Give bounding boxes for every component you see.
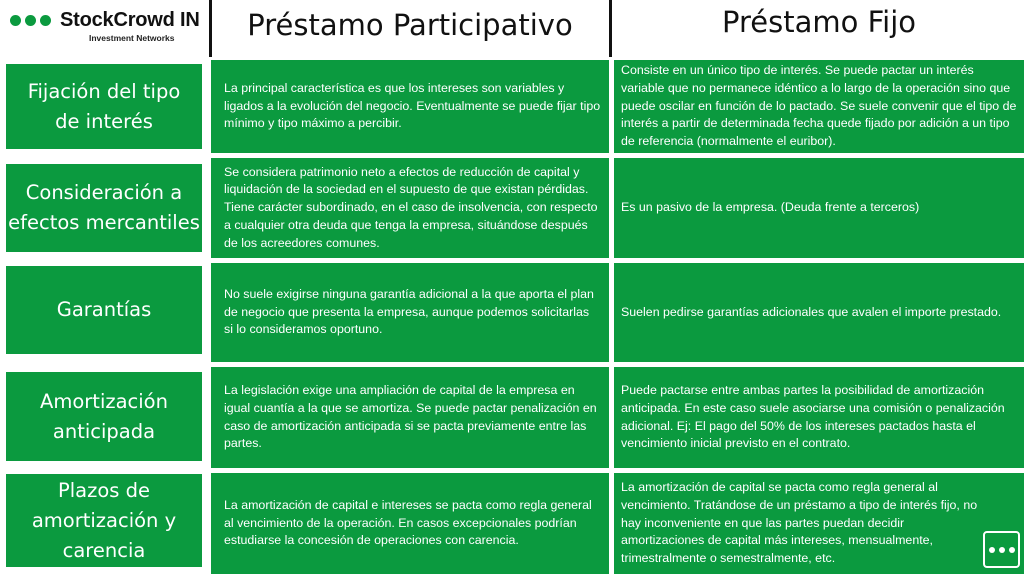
row-label-line: Plazos de xyxy=(57,478,151,502)
row-label-line: amortización y xyxy=(31,508,177,532)
row-label xyxy=(4,264,204,356)
row-label-line: Fijación del tipo xyxy=(27,79,181,103)
brand-name: StockCrowd IN xyxy=(60,9,200,31)
row-label-line: carencia xyxy=(62,538,146,562)
row-label-line: efectos mercantiles xyxy=(8,211,200,234)
more-dots-icon xyxy=(999,547,1005,553)
row-label xyxy=(4,472,204,569)
header-divider xyxy=(609,0,612,57)
row-label-line: Garantías xyxy=(56,298,152,321)
more-options-button[interactable] xyxy=(983,531,1020,568)
cell-participativo: No suele exigirse ninguna garantía adicional a la que aporta el plan de negocio que presenta la empresa, aunque podemos solicitarlas si lo consideramos oportuno. xyxy=(211,263,609,362)
row-label xyxy=(4,370,204,463)
cell-participativo: La amortización de capital e intereses se pacta como regla general al vencimiento de la operación. En casos excepcionales podrían estudiarse la concesión de operaciones con carencia. xyxy=(211,473,609,574)
logo-dots-icon xyxy=(10,15,51,26)
column-header-participativo: Préstamo Participativo xyxy=(247,8,573,42)
cell-participativo: La principal característica es que los intereses son variables y ligados a la evolución del negocio. Eventualmente se puede fijar tipo mínimo y tipo máximo a percibir. xyxy=(211,60,609,153)
more-dots-icon xyxy=(1009,547,1015,553)
row-label-line: anticipada xyxy=(52,419,156,443)
row-label-line: Consideración a xyxy=(25,181,183,204)
row-label-line: de interés xyxy=(55,109,153,133)
row-label-line: Amortización xyxy=(40,389,168,413)
column-header-fijo: Préstamo Fijo xyxy=(722,5,916,39)
row-label xyxy=(4,62,204,151)
cell-fijo: Consiste en un único tipo de interés. Se puede pactar un interés variable que no permanece idéntico a lo largo de la operación sino que puede oscilar en función de lo pactado. Se suele convenir que el tipo de interés a partir de determinada fecha quede fijado por adición a un tipo de referencia (normalmente el euribor). xyxy=(614,60,1024,153)
row-label xyxy=(4,162,204,254)
cell-fijo: Es un pasivo de la empresa. (Deuda frente a terceros) xyxy=(614,158,1024,258)
cell-fijo: Puede pactarse entre ambas partes la posibilidad de amortización anticipada. En este caso suele asociarse una comisión o penalización adicional. Ej: El pago del 50% de los intereses pactados hasta el vencimiento inicial previsto en el contrato. xyxy=(614,367,1024,468)
brand-subtitle: Investment Networks xyxy=(89,33,175,43)
cell-fijo: La amortización de capital se pacta como regla general al vencimiento. Tratándose de un préstamo a tipo de interés fijo, no hay inconveniente en que las partes puedan decidir amortizaciones de capital más intereses, mensualmente, trimestralmente o semestralmente, etc. xyxy=(614,473,1024,574)
brand-logo xyxy=(0,0,209,56)
cell-participativo: La legislación exige una ampliación de capital de la empresa en igual cuantía a la que se amortiza. Se puede pactar penalización en caso de amortización anticipada si se pacta previamente entre las partes. xyxy=(211,367,609,468)
more-dots-icon xyxy=(989,547,995,553)
cell-participativo: Se considera patrimonio neto a efectos de reducción de capital y liquidación de la sociedad en el supuesto de que existan pérdidas. Tiene carácter subordinado, en el caso de insolvencia, con respecto a cualquier otra deuda que tenga la empresa, situándose después de los acreedores comunes. xyxy=(211,158,609,258)
cell-fijo: Suelen pedirse garantías adicionales que avalen el importe prestado. xyxy=(614,263,1024,362)
